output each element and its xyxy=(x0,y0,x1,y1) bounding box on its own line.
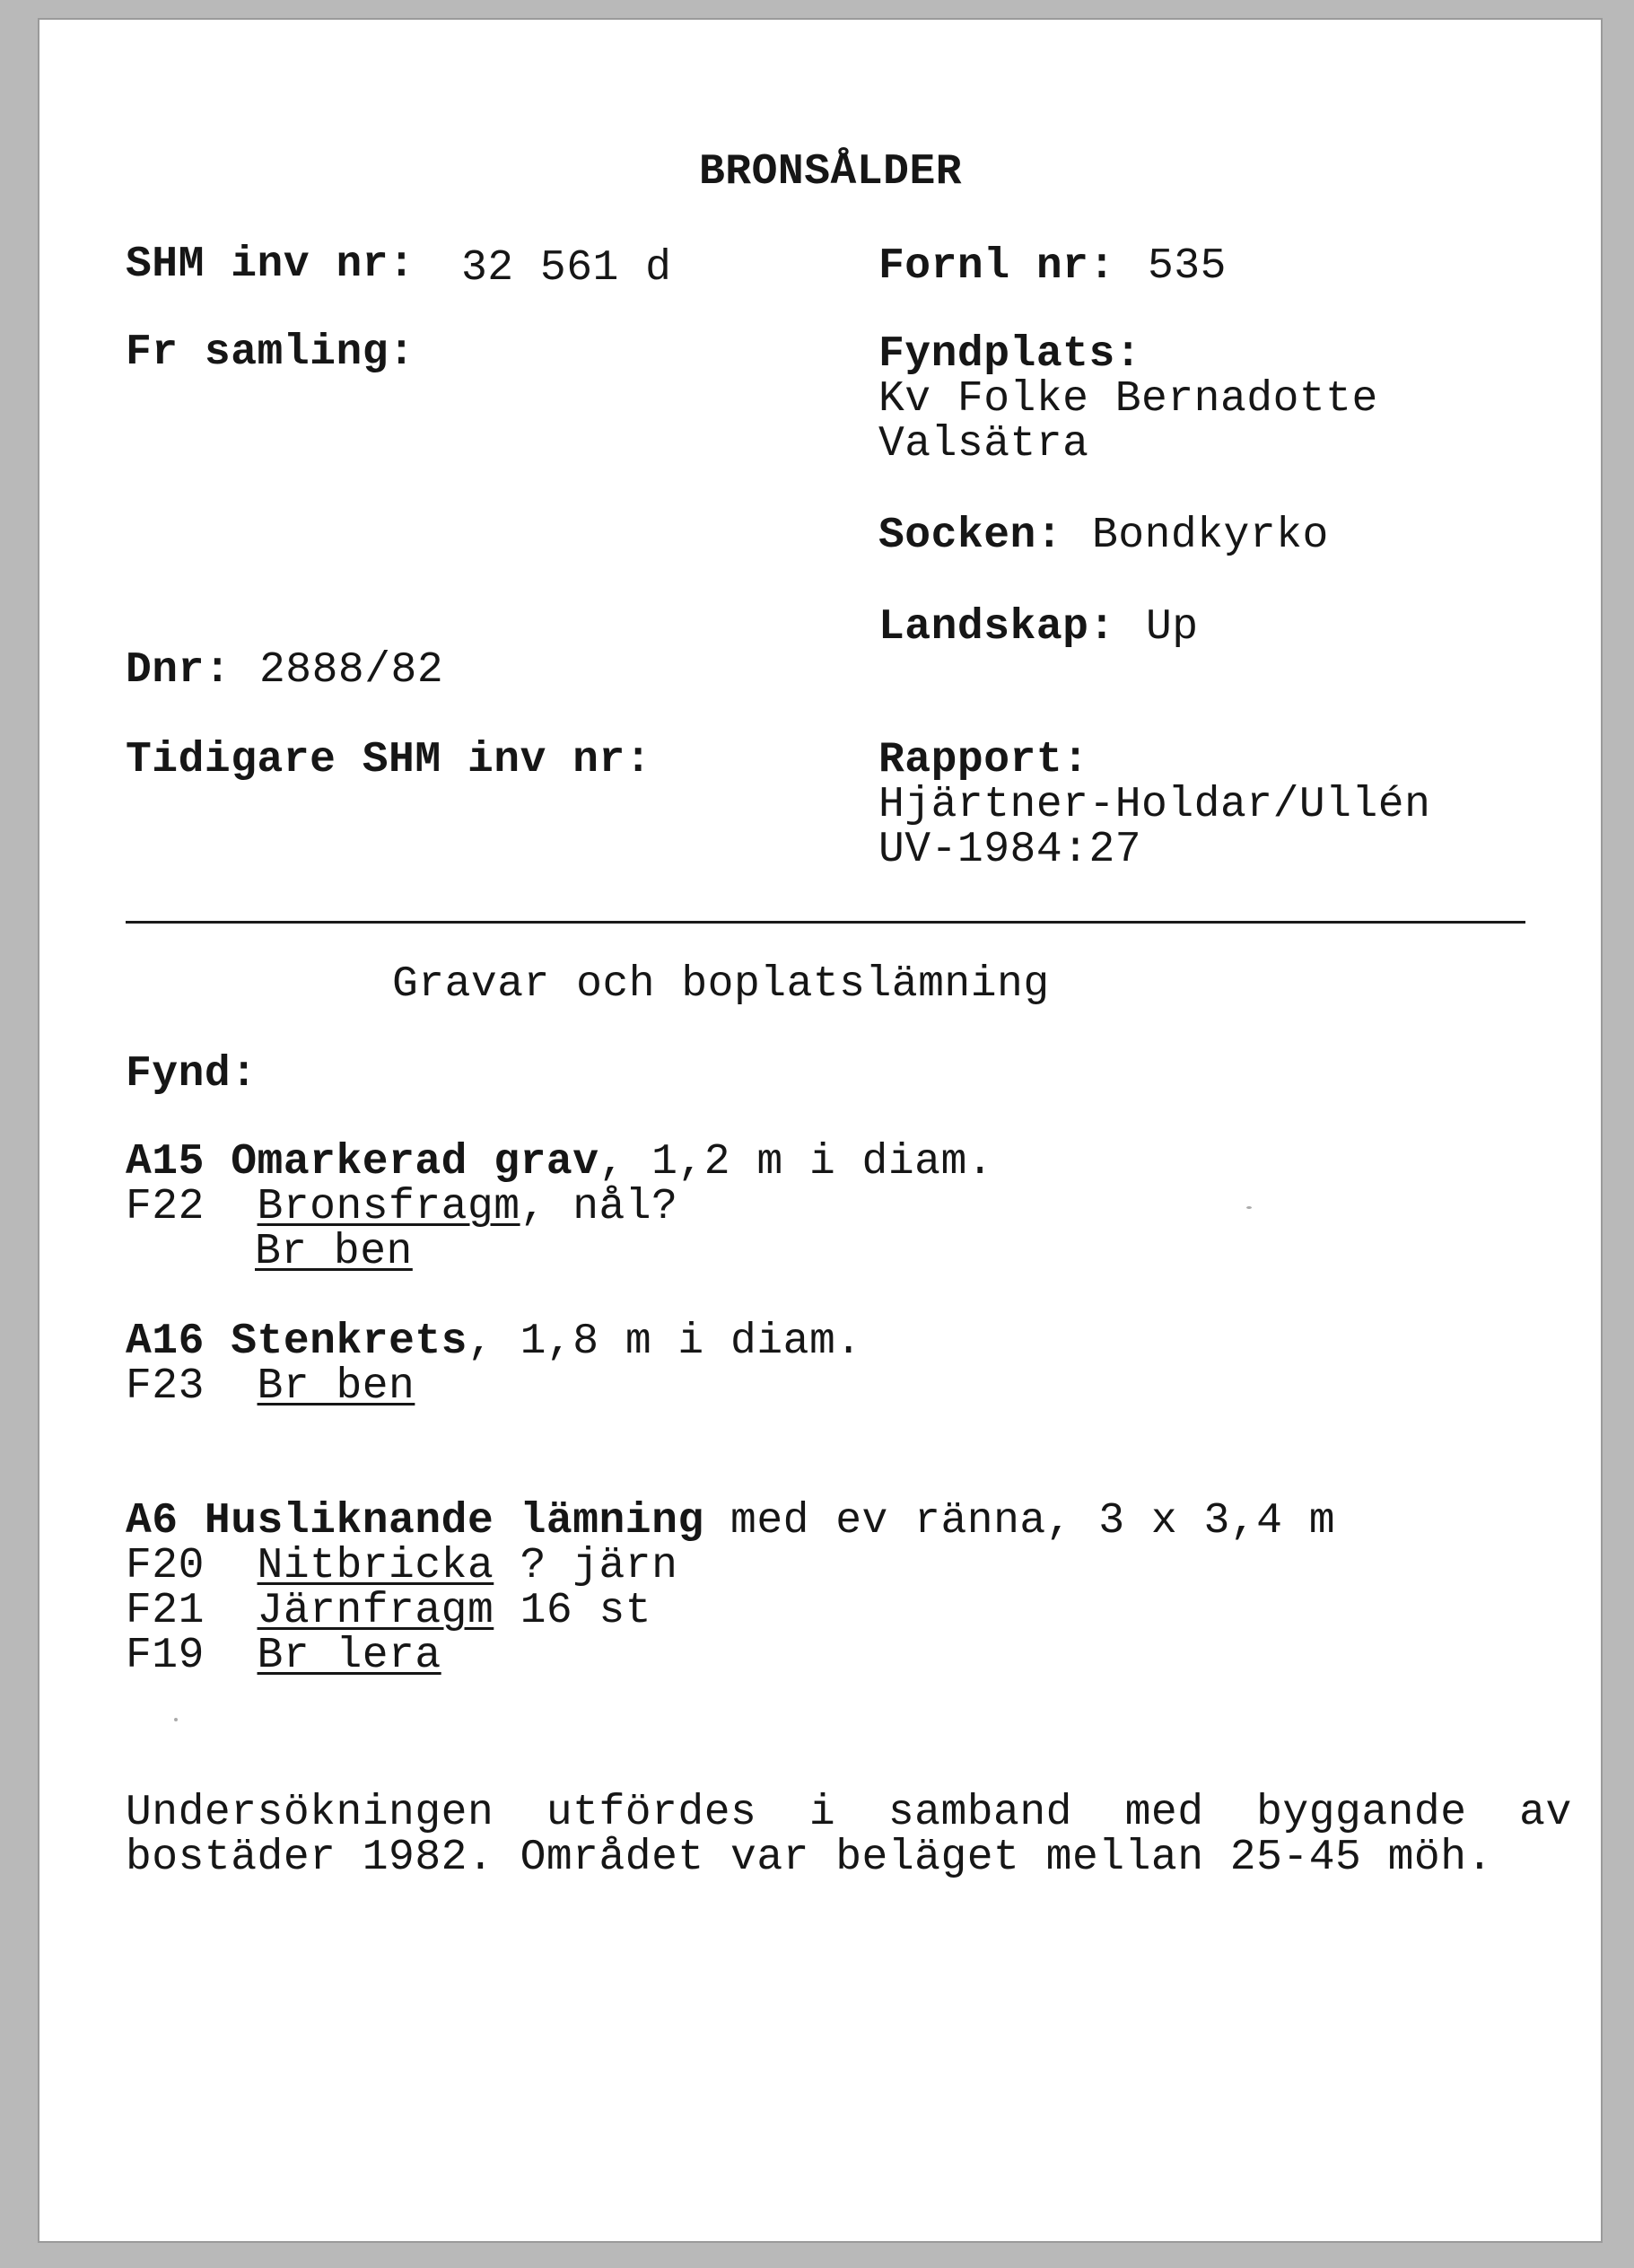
catalog-card xyxy=(39,20,1601,2241)
f19-id: F19 xyxy=(126,1632,205,1680)
a16-id: A16 xyxy=(126,1318,205,1366)
f22-id: F22 xyxy=(126,1183,205,1231)
find-a16-line xyxy=(126,1319,862,1364)
landskap-value: Up xyxy=(1146,603,1199,652)
tidigare-shm-inv-label: Tidigare SHM inv nr: xyxy=(126,736,652,784)
fr-samling-label: Fr samling: xyxy=(126,328,415,377)
note-line-1: Undersökningen utfördes i samband med byggande av xyxy=(126,1789,1572,1837)
f23-id: F23 xyxy=(126,1362,205,1411)
a6-rest: med ev ränna, 3 x 3,4 m xyxy=(703,1497,1336,1546)
f21-rest: 16 st xyxy=(494,1587,652,1635)
socken-value: Bondkyrko xyxy=(1092,512,1329,560)
scan-speck xyxy=(174,1718,178,1721)
fyndplats-line-2: Valsätra xyxy=(878,420,1089,468)
dnr-value: 2888/82 xyxy=(259,646,444,695)
rapport-line-1: Hjärtner-Holdar/Ullén xyxy=(878,781,1431,829)
shm-inv-label: SHM inv nr: xyxy=(126,241,415,289)
a15-id: A15 xyxy=(126,1138,205,1187)
shm-inv-value: 32 561 d xyxy=(461,244,672,293)
dnr-label: Dnr: xyxy=(126,646,232,695)
card-title: BRONSÅLDER xyxy=(699,148,963,197)
landskap-label: Landskap: xyxy=(878,603,1115,652)
f20-id: F20 xyxy=(126,1542,205,1590)
a15-rest: , 1,2 m i diam. xyxy=(599,1138,994,1187)
fornl-label: Fornl nr: xyxy=(878,242,1115,291)
f21-line xyxy=(126,1589,651,1633)
f19-line xyxy=(126,1633,441,1678)
f21-item: Järnfragm xyxy=(257,1587,494,1635)
a6-name: Husliknande lämning xyxy=(204,1497,704,1546)
fynd-label: Fynd: xyxy=(126,1050,258,1099)
f20-item: Nitbricka xyxy=(257,1542,494,1590)
f22-item-2: Br ben xyxy=(255,1228,413,1276)
socken-label: Socken: xyxy=(878,512,1063,560)
rapport-label: Rapport: xyxy=(878,736,1089,784)
a16-name: Stenkrets xyxy=(231,1318,467,1366)
fyndplats-label: Fyndplats: xyxy=(878,330,1142,379)
f22-rest: , nål? xyxy=(520,1183,678,1231)
f23-item: Br ben xyxy=(257,1362,415,1411)
a16-rest: , 1,8 m i diam. xyxy=(467,1318,862,1366)
divider xyxy=(126,921,1525,924)
find-a6-line xyxy=(126,1499,1335,1544)
f21-id: F21 xyxy=(126,1587,205,1635)
f22-line-2 xyxy=(255,1230,413,1274)
f20-line xyxy=(126,1544,677,1589)
f22-line xyxy=(126,1185,677,1230)
f22-item: Bronsfragm xyxy=(257,1183,520,1231)
f19-item: Br lera xyxy=(257,1632,441,1680)
scan-speck xyxy=(1246,1206,1252,1209)
f23-line xyxy=(126,1364,415,1409)
rapport-line-2: UV-1984:27 xyxy=(878,826,1142,874)
subtitle: Gravar och boplatslämning xyxy=(392,960,1050,1009)
f20-rest: ? järn xyxy=(494,1542,678,1590)
note-line-2: bostäder 1982. Området var beläget mellan 25-45 möh. xyxy=(126,1834,1493,1882)
fornl-value: 535 xyxy=(1148,242,1227,291)
find-a15-line xyxy=(126,1140,993,1185)
a6-id: A6 xyxy=(126,1497,179,1546)
fyndplats-line-1: Kv Folke Bernadotte xyxy=(878,375,1378,424)
a15-name: Omarkerad grav xyxy=(231,1138,599,1187)
